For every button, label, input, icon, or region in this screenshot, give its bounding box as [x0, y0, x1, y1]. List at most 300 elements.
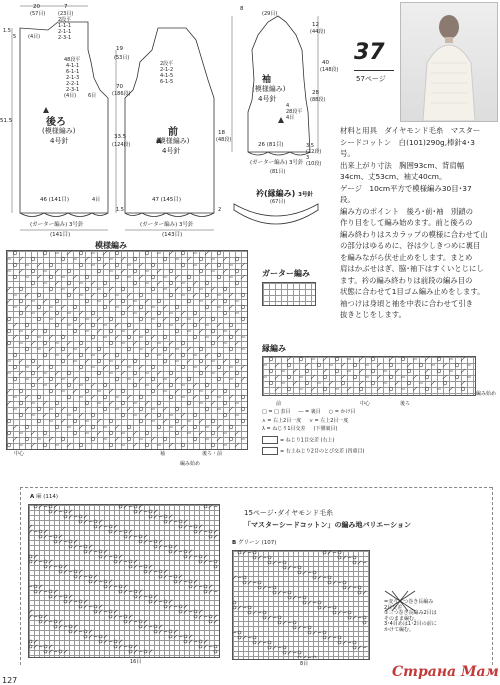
knit-symbol	[64, 650, 68, 654]
knit-symbol	[187, 299, 191, 303]
knit-symbol	[31, 371, 35, 375]
knit-symbol	[217, 425, 221, 429]
knit-symbol	[184, 525, 188, 529]
knit-symbol	[43, 413, 47, 417]
knit-symbol	[163, 419, 167, 423]
knit-symbol	[49, 505, 52, 508]
knit-symbol	[89, 550, 93, 554]
knit-symbol	[59, 570, 62, 573]
knit-symbol	[181, 353, 185, 357]
knit-symbol	[79, 605, 82, 608]
knit-symbol	[104, 580, 107, 583]
knit-symbol	[13, 425, 17, 429]
materials-line-6: 段。	[340, 195, 355, 204]
materials-line-15: 袖つけは身頃と袖を中表に合わせて引き	[340, 298, 474, 308]
legend-item-2: ○ = かけ目	[328, 409, 356, 415]
knit-symbol	[169, 281, 173, 285]
knit-symbol	[181, 263, 185, 267]
knit-symbol	[214, 645, 217, 648]
knit-symbol	[209, 590, 213, 594]
knit-symbol	[103, 293, 107, 297]
knit-symbol	[194, 530, 197, 533]
knit-symbol	[134, 590, 137, 593]
knit-symbol	[85, 275, 89, 279]
knit-symbol	[139, 377, 143, 381]
knit-symbol	[25, 335, 29, 339]
knit-symbol	[37, 317, 41, 321]
knit-symbol	[164, 520, 167, 523]
knit-symbol	[209, 530, 212, 533]
knit-symbol	[43, 353, 47, 357]
knit-symbol	[91, 293, 95, 297]
knit-symbol	[194, 585, 198, 589]
knit-symbol	[298, 626, 302, 630]
knit-symbol	[97, 359, 101, 363]
knit-symbol	[209, 505, 213, 509]
knit-symbol	[119, 560, 123, 564]
knit-symbol	[359, 357, 363, 361]
knit-symbol	[133, 269, 137, 273]
knit-symbol	[59, 620, 63, 624]
knit-symbol	[61, 359, 65, 363]
knit-symbol	[205, 365, 209, 369]
knit-symbol	[443, 375, 447, 379]
knit-symbol	[124, 620, 127, 623]
knit-symbol	[145, 431, 149, 435]
garter-chart-title: ガーター編み	[262, 269, 310, 278]
knit-symbol	[169, 605, 173, 609]
knit-symbol	[34, 590, 37, 593]
knit-symbol	[333, 611, 336, 614]
knit-symbol	[144, 650, 147, 653]
knit-symbol	[189, 580, 192, 583]
knit-symbol	[268, 646, 271, 649]
knit-symbol	[164, 600, 167, 603]
knit-symbol	[109, 419, 113, 423]
knit-symbol	[69, 540, 72, 543]
knit-symbol	[437, 369, 441, 373]
knit-symbol	[223, 389, 227, 393]
knit-symbol	[44, 650, 47, 653]
knit-symbol	[229, 347, 233, 351]
knit-symbol	[229, 437, 233, 441]
sleeve-dim-6: 28	[312, 90, 319, 96]
knit-symbol	[109, 530, 112, 533]
knit-symbol	[29, 530, 33, 534]
knit-symbol	[395, 369, 399, 373]
knit-symbol	[74, 625, 78, 629]
knit-symbol	[353, 363, 357, 367]
knit-symbol	[157, 311, 161, 315]
knit-symbol	[89, 580, 92, 583]
knit-symbol	[31, 443, 35, 447]
schematic-area	[0, 0, 340, 262]
knit-symbol	[43, 443, 47, 447]
knit-symbol	[133, 359, 137, 363]
knit-symbol	[139, 595, 143, 599]
knit-symbol	[353, 556, 356, 559]
knit-symbol	[241, 419, 245, 423]
knit-symbol	[431, 381, 435, 385]
knit-symbol	[84, 605, 88, 609]
knit-symbol	[55, 311, 59, 315]
knit-symbol	[199, 419, 203, 423]
knit-symbol	[145, 353, 149, 357]
knit-symbol	[241, 293, 245, 297]
knit-symbol	[144, 540, 148, 544]
sleeve-sub: (模様編み)	[252, 85, 286, 93]
knit-symbol	[157, 299, 161, 303]
knit-symbol	[293, 381, 297, 385]
knit-symbol	[347, 387, 351, 391]
knit-symbol	[114, 645, 117, 648]
knit-symbol	[49, 560, 53, 564]
knit-symbol	[127, 407, 131, 411]
knit-symbol	[85, 389, 89, 393]
knit-symbol	[91, 335, 95, 339]
knit-symbol	[413, 387, 417, 391]
front-dim-5: (124段)	[112, 142, 131, 148]
knit-symbol	[217, 251, 221, 255]
knit-symbol	[54, 505, 58, 509]
variation-title: 「マスターシードコットン」の編み地バリエーション	[244, 521, 412, 529]
knit-symbol	[133, 281, 137, 285]
knit-symbol	[187, 257, 191, 261]
knit-symbol	[211, 401, 215, 405]
back-dim-8: 1-1-1	[58, 23, 72, 29]
knit-symbol	[298, 656, 301, 658]
front-dim-3: (186段)	[112, 91, 131, 97]
knit-symbol	[109, 525, 112, 528]
knit-symbol	[84, 630, 87, 633]
knit-symbol	[61, 257, 65, 261]
knit-symbol	[121, 257, 125, 261]
knit-symbol	[85, 401, 89, 405]
back-dim-22: 4目	[92, 197, 101, 203]
knit-symbol	[127, 335, 131, 339]
knit-symbol	[127, 395, 131, 399]
knit-symbol	[73, 431, 77, 435]
knit-symbol	[283, 566, 286, 569]
knit-symbol	[115, 275, 119, 279]
knit-symbol	[109, 317, 113, 321]
materials-line-11: を編みながら伏せ止めをします。まとめ	[340, 252, 473, 262]
knit-symbol	[184, 635, 187, 638]
variation-b-notes: =変り三つ巻き長編み 2目交差 ①三つ巻き長編み2目は そのまま編む。 3･4目めは1･2目の前に かけて編む。	[384, 599, 437, 633]
knit-symbol	[84, 520, 88, 524]
legend	[262, 410, 498, 455]
knit-symbol	[84, 600, 88, 604]
knit-symbol	[145, 443, 149, 447]
sleeve-dim-13: (10段)	[306, 161, 322, 167]
knit-symbol	[313, 576, 316, 579]
knit-symbol	[149, 595, 152, 598]
knit-symbol	[425, 387, 429, 391]
knit-symbol	[139, 540, 142, 543]
knit-symbol	[127, 323, 131, 327]
knit-symbol	[293, 621, 296, 624]
knit-symbol	[79, 311, 83, 315]
knit-symbol	[335, 357, 339, 361]
knit-symbol	[69, 625, 72, 628]
knit-symbol	[238, 606, 242, 610]
knit-symbol	[99, 520, 103, 524]
knit-symbol	[157, 371, 161, 375]
knit-symbol	[25, 347, 29, 351]
knit-symbol	[73, 377, 77, 381]
main-chart-title: 模様編み	[95, 241, 127, 250]
knit-symbol	[287, 357, 291, 361]
knit-symbol	[7, 443, 11, 447]
knit-symbol	[338, 641, 341, 644]
knit-symbol	[305, 381, 309, 385]
knit-symbol	[44, 615, 48, 619]
knit-symbol	[69, 510, 73, 514]
knit-symbol	[79, 323, 83, 327]
knit-symbol	[13, 377, 17, 381]
knit-symbol	[199, 269, 203, 273]
front-dim-1: (53目)	[114, 55, 130, 61]
knit-symbol	[343, 556, 347, 560]
knit-symbol	[151, 347, 155, 351]
knit-symbol	[39, 620, 42, 623]
knit-symbol	[61, 437, 65, 441]
knit-symbol	[133, 383, 137, 387]
knit-symbol	[91, 383, 95, 387]
knit-symbol	[241, 305, 245, 309]
knit-symbol	[114, 615, 118, 619]
knit-symbol	[109, 389, 113, 393]
knit-symbol	[91, 425, 95, 429]
knit-symbol	[67, 341, 71, 345]
knit-symbol	[235, 359, 239, 363]
knit-symbol	[79, 520, 82, 523]
knit-symbol	[241, 395, 245, 399]
knit-symbol	[293, 596, 297, 600]
knit-symbol	[49, 645, 53, 649]
materials-line-9: 編み終わりはスカラップの模様に合わせて山	[340, 229, 488, 239]
knit-symbol	[133, 341, 137, 345]
knit-symbol	[99, 640, 102, 643]
back-dim-16: 2-3-1	[66, 87, 80, 93]
knit-symbol	[323, 551, 326, 554]
knit-symbol	[127, 347, 131, 351]
knit-symbol	[235, 383, 239, 387]
knit-symbol	[338, 636, 341, 639]
knit-symbol	[115, 377, 119, 381]
knit-symbol	[199, 555, 202, 558]
knit-symbol	[73, 419, 77, 423]
knit-symbol	[59, 565, 62, 568]
knit-symbol	[29, 525, 33, 529]
knit-symbol	[49, 275, 53, 279]
knit-symbol	[169, 353, 173, 357]
knit-symbol	[348, 616, 351, 619]
knit-symbol	[358, 591, 361, 594]
variation-a-header: A 麻 (114)	[30, 494, 59, 500]
knit-symbol	[74, 630, 78, 634]
knit-symbol	[189, 550, 193, 554]
knit-symbol	[389, 375, 393, 379]
knit-symbol	[104, 550, 108, 554]
knit-symbol	[55, 371, 59, 375]
knit-symbol	[121, 389, 125, 393]
knit-symbol	[175, 419, 179, 423]
knit-symbol	[31, 359, 35, 363]
knit-symbol	[103, 305, 107, 309]
knit-symbol	[308, 631, 311, 634]
border-back-label: 後ろ	[400, 401, 411, 407]
number-rule	[354, 70, 394, 71]
knit-symbol	[39, 505, 43, 509]
knit-symbol	[163, 317, 167, 321]
knit-symbol	[7, 341, 11, 345]
knit-symbol	[154, 595, 158, 599]
knit-symbol	[43, 431, 47, 435]
knit-symbol	[164, 570, 168, 574]
knit-symbol	[19, 389, 23, 393]
knit-symbol	[43, 311, 47, 315]
back-dim-3: (23目)	[58, 11, 74, 17]
knit-symbol	[121, 299, 125, 303]
knit-symbol	[54, 625, 57, 628]
knit-symbol	[127, 293, 131, 297]
knit-symbol	[323, 631, 326, 634]
mid-dim-0: 2段平	[160, 61, 174, 67]
knit-symbol	[74, 575, 77, 578]
knit-symbol	[175, 377, 179, 381]
knit-symbol	[308, 601, 312, 605]
knit-symbol	[211, 389, 215, 393]
knit-symbol	[169, 550, 172, 553]
knit-symbol	[69, 545, 72, 548]
knit-symbol	[115, 425, 119, 429]
knit-symbol	[184, 555, 187, 558]
knit-symbol	[39, 590, 43, 594]
knit-symbol	[353, 375, 357, 379]
knit-symbol	[363, 616, 366, 619]
knit-symbol	[55, 383, 59, 387]
knit-symbol	[119, 555, 123, 559]
knit-symbol	[115, 323, 119, 327]
knit-symbol	[151, 275, 155, 279]
knit-symbol	[333, 606, 336, 609]
knit-symbol	[114, 640, 117, 643]
knit-symbol	[298, 651, 301, 654]
knit-symbol	[127, 305, 131, 309]
knit-symbol	[317, 363, 321, 367]
knit-symbol	[358, 586, 361, 589]
knit-symbol	[333, 581, 337, 585]
knit-symbol	[241, 407, 245, 411]
knit-symbol	[134, 505, 137, 508]
sleeve-dim-7: (88段)	[310, 97, 326, 103]
knit-symbol	[205, 293, 209, 297]
border-chart-symbols	[262, 356, 474, 394]
knit-symbol	[115, 263, 119, 267]
knit-symbol	[455, 375, 459, 379]
knit-symbol	[223, 287, 227, 291]
knit-symbol	[389, 363, 393, 367]
knit-symbol	[205, 305, 209, 309]
knit-symbol	[204, 645, 208, 649]
knit-symbol	[413, 375, 417, 379]
knit-symbol	[164, 515, 167, 518]
knit-symbol	[144, 570, 147, 573]
knit-symbol	[67, 251, 71, 255]
knit-symbol	[169, 515, 173, 519]
knit-symbol	[54, 620, 57, 623]
knit-symbol	[115, 437, 119, 441]
knit-symbol	[407, 369, 411, 373]
legend-item-8: = 右上ねじり2目のとび交差 (四重目)	[280, 448, 365, 454]
materials-line-14: 状態に合わせて1目ゴム編み止めをします。	[340, 287, 485, 296]
knit-symbol	[303, 596, 306, 599]
knit-symbol	[144, 620, 148, 624]
sleeve-dim-5: (29目)	[262, 11, 278, 17]
back-dim-9: 2-1-1	[58, 29, 72, 35]
sleeve-label: 袖	[262, 75, 272, 85]
knit-symbol	[149, 650, 153, 654]
materials-line-13: ます。衿の編み終わりは前段の編み目の	[340, 275, 473, 285]
knit-symbol	[109, 329, 113, 333]
knit-symbol	[229, 395, 233, 399]
knit-symbol	[389, 357, 393, 361]
knit-symbol	[205, 383, 209, 387]
front-needle: 4号針	[162, 147, 181, 155]
knit-symbol	[44, 535, 48, 539]
front-dim-6: 18	[218, 130, 225, 136]
main-chart-symbols	[6, 250, 246, 448]
knit-symbol	[7, 287, 11, 291]
knit-symbol	[13, 365, 17, 369]
knit-symbol	[139, 505, 143, 509]
knit-symbol	[73, 305, 77, 309]
knit-symbol	[217, 263, 221, 267]
knit-symbol	[144, 535, 148, 539]
knit-symbol	[283, 651, 286, 654]
knit-symbol	[179, 605, 182, 608]
front-dim-9: (143目)	[162, 232, 183, 238]
knit-symbol	[175, 431, 179, 435]
knit-symbol	[19, 269, 23, 273]
knit-symbol	[328, 636, 332, 640]
knit-symbol	[194, 580, 198, 584]
knit-symbol	[455, 363, 459, 367]
knit-symbol	[328, 551, 332, 555]
knit-symbol	[223, 299, 227, 303]
knit-symbol	[298, 571, 301, 574]
knit-symbol	[43, 299, 47, 303]
knit-symbol	[79, 251, 83, 255]
knit-symbol	[7, 299, 11, 303]
knit-symbol	[69, 515, 73, 519]
knit-symbol	[313, 656, 316, 658]
knit-symbol	[181, 365, 185, 369]
knit-symbol	[89, 545, 93, 549]
knit-symbol	[13, 353, 17, 357]
knit-symbol	[243, 581, 246, 584]
knit-symbol	[159, 545, 163, 549]
knit-symbol	[241, 317, 245, 321]
sleeve-dim-10: 3.5	[306, 143, 314, 149]
knit-symbol	[199, 371, 203, 375]
knit-symbol	[157, 425, 161, 429]
knit-symbol	[193, 437, 197, 441]
knit-symbol	[204, 505, 207, 508]
knit-symbol	[129, 535, 133, 539]
knit-symbol	[199, 431, 203, 435]
